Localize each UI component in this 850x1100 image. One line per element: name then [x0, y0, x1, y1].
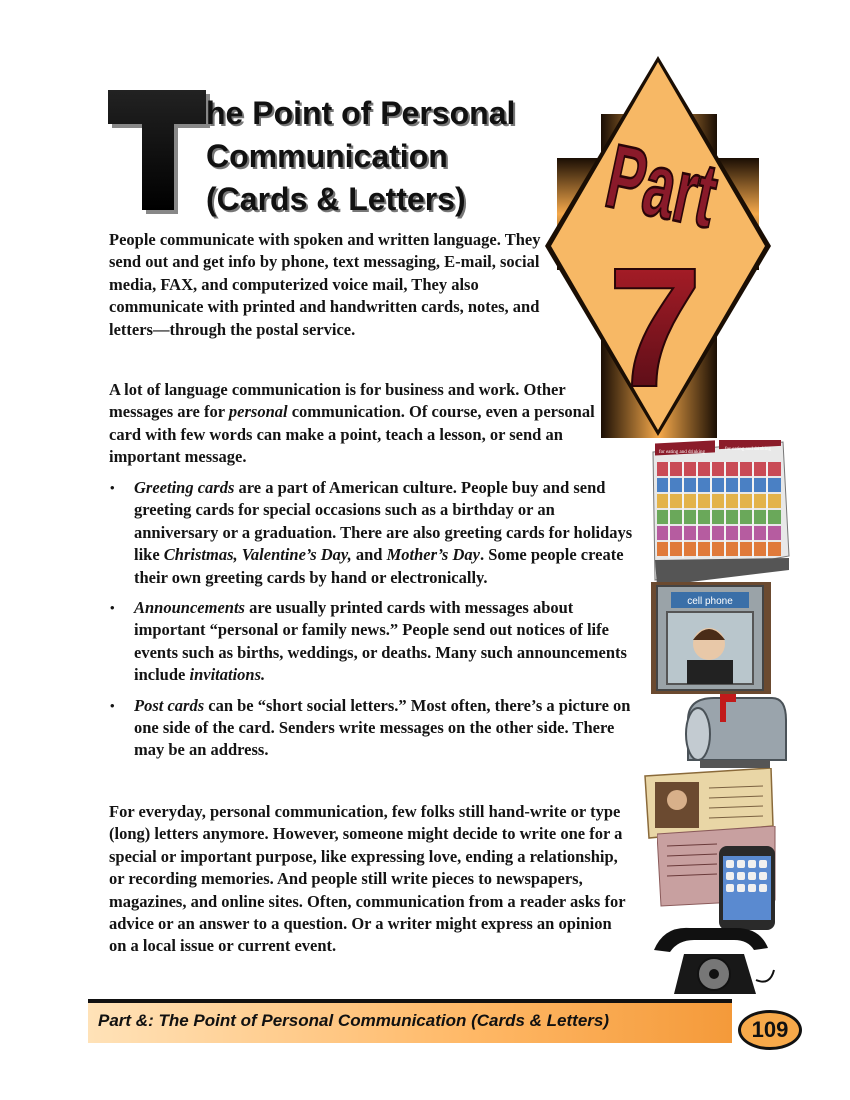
greeting-emphasis-2: Mother’s Day	[386, 545, 480, 565]
bullet-marker: •	[110, 697, 115, 713]
badge-part-number: 7	[607, 233, 703, 423]
announcements-term: Announcements	[134, 598, 245, 618]
intro-p2-text-a: A lot of language communication is for business and work. Other messages are for	[109, 380, 566, 422]
mailbox-image	[680, 694, 790, 770]
card-rack-sign-right: for eating and drinking	[725, 447, 771, 452]
closing-paragraph: For everyday, personal communication, few folks still hand-write or type (long) letters anymore. However, someone might decide to write one for a special or important purpose, like expressing love, ending a relationship, or recording memories. And people still write pieces to newspapers, magazines, and online sites. Often, communication from a reader asks for advice or an answer to a question. Or a writer might express an opinion on a local issue or current event.	[109, 802, 626, 956]
title-initial-text: T	[104, 86, 105, 87]
page-number: 109	[738, 1010, 802, 1050]
cell-phone-booth-image	[651, 582, 771, 694]
announcements-emphasis: invitations.	[189, 665, 266, 685]
announcements-text-a: are usually printed cards with messages about important “personal or family news.” People send out notices of life events such as births, weddings, or deaths. Many such announcements include	[134, 598, 627, 685]
letter-and-smartphone-image	[657, 826, 777, 930]
intro-p2-text-b: communication. Of course, even a personal card with few words can make a point, teach a lesson, or send an important message.	[109, 402, 595, 467]
intro-paragraph-2	[109, 379, 609, 469]
card-rack-sign-left: for eating and drinking	[659, 450, 705, 455]
title-line-3: (Cards & Letters)	[206, 181, 466, 217]
title-line-1: he Point of Personal	[206, 95, 516, 131]
list-item-announcements	[110, 597, 640, 687]
card-types-list	[110, 477, 640, 770]
bullet-marker: •	[110, 480, 115, 495]
badge-part-word: Part	[597, 126, 726, 248]
list-item-post-cards	[110, 695, 640, 762]
bullet-marker: •	[110, 600, 115, 616]
footer-text: Part &: The Point of Personal Communication (Cards & Letters)	[98, 1011, 610, 1030]
greeting-card-rack-image	[645, 440, 790, 588]
greeting-text-a: are a part of American culture. People buy and send greeting cards for special occasions such as a birthday or an anniversary or a graduation. There are also greeting cards for holidays like	[134, 478, 633, 565]
intro-paragraph-1: People communicate with spoken and written language. They send out and get info by phone, text messaging, E-mail, social media, FAX, and computerized voice mail, They also communicate with printed and handwritten cards, notes, and letters—through the postal service.	[109, 230, 541, 339]
title-initial-letter	[104, 86, 210, 214]
phone-booth-sign: cell phone	[687, 596, 733, 607]
intro-p2-emphasis: personal	[228, 402, 288, 422]
page-title	[206, 92, 515, 221]
post-cards-text: can be “short social letters.” Most often, there’s a picture on one side of the card. Senders write messages on the other side. There may be an address.	[134, 695, 631, 760]
title-line-2: Communication	[206, 138, 448, 174]
footer-bar	[88, 999, 732, 1043]
post-cards-term: Post cards	[134, 695, 205, 715]
greeting-emphasis-1: Christmas, Valentine’s Day,	[163, 545, 352, 565]
greeting-text-b: and	[351, 545, 387, 565]
greeting-cards-term: Greeting cards	[134, 478, 235, 497]
greeting-text-c: . Some people create their own greeting cards by hand or electronically.	[134, 545, 624, 587]
rotary-telephone-image	[650, 920, 776, 996]
list-item-greeting-cards	[110, 477, 640, 589]
